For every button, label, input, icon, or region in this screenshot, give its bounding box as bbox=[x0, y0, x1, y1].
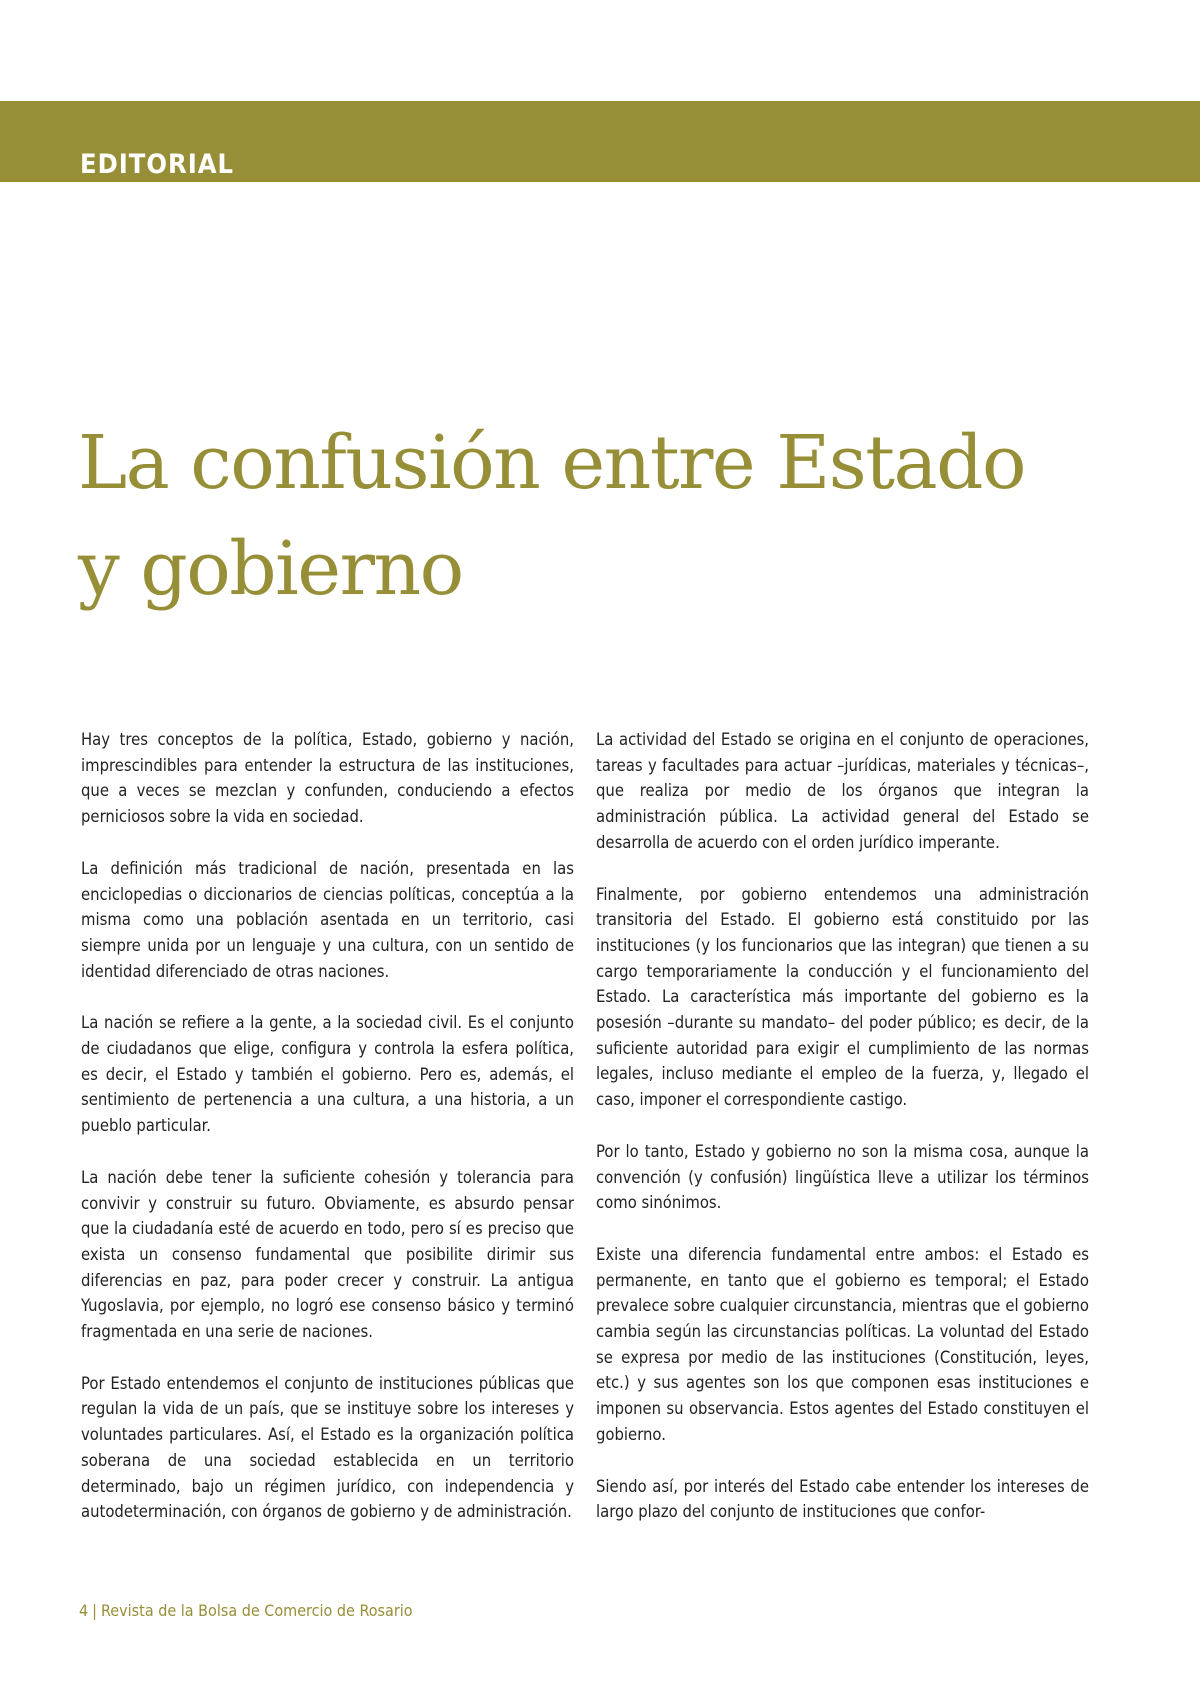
paragraph: Siendo así, por interés del Estado cabe entender los intereses de largo plazo del conjunto de instituciones que confor- bbox=[596, 1476, 1089, 1522]
publication-name: Revista de la Bolsa de Comercio de Rosario bbox=[101, 1601, 413, 1620]
paragraph: La definición más tradicional de nación, presentada en las enciclopedias o diccionarios de ciencias políticas, conceptúa a la misma como una población asentada en un territorio, casi siempre unida por un lenguaje y una cultura, con un sentido de identidad diferenciado de otras naciones. bbox=[81, 858, 574, 981]
footer-separator: | bbox=[92, 1601, 98, 1620]
title-line-2: y gobierno bbox=[78, 526, 463, 612]
paragraph: La nación se refiere a la gente, a la sociedad civil. Es el conjunto de ciudadanos que elige, configura y controla la esfera política, es decir, el Estado y también el gobierno. Pero es, además, el sentimiento de pertenencia a una cultura, a una historia, a un pueblo particular. bbox=[81, 1013, 574, 1136]
paragraph: La actividad del Estado se origina en el conjunto de operaciones, tareas y facultades para actuar –jurídicas, materiales y técnicas–, que realiza por medio de los órganos que integran la administración pública. La actividad general del Estado se desarrolla de acuerdo con el orden jurídico imperante. bbox=[596, 730, 1089, 852]
page-footer bbox=[79, 1601, 413, 1620]
right-column bbox=[596, 727, 1089, 1551]
paragraph: Finalmente, por gobierno entendemos una administración transitoria del Estado. El gobierno está constituido por las instituciones (y los funcionarios que las integran) que tienen a su cargo temporariamente la conducción y el funcionamiento del Estado. La característica más importante del gobierno es la posesión –durante su mandato– del poder público; es decir, de la suficiente autoridad para exigir el cumplimiento de las normas legales, incluso mediante el empleo de la fuerza, y, llegado el caso, imponer el correspondiente castigo. bbox=[596, 884, 1089, 1110]
left-column bbox=[81, 727, 574, 1551]
paragraph: Por Estado entendemos el conjunto de instituciones públicas que regulan la vida de un país, que se instituye sobre los intereses y voluntades particulares. Así, el Estado es la organización política soberana de una sociedad establecida en un territorio determinado, bajo un régimen jurídico, con independencia y autodeterminación, con órganos de gobierno y de administración. bbox=[81, 1373, 574, 1522]
page-number: 4 bbox=[79, 1601, 89, 1620]
paragraph: Existe una diferencia fundamental entre ambos: el Estado es permanente, en tanto que el gobierno es temporal; el Estado prevalece sobre cualquier circunstancia, mientras que el gobierno cambia según las circunstancias políticas. La voluntad del Estado se expresa por medio de las instituciones (Constitución, leyes, etc.) y sus agentes son los que componen esas instituciones e imponen su observancia. Estos agentes del Estado constituyen el gobierno. bbox=[596, 1244, 1089, 1444]
title-line-1: La confusión entre Estado bbox=[78, 420, 1026, 506]
paragraph: Por lo tanto, Estado y gobierno no son la misma cosa, aunque la convención (y confusión) lingüística lleve a utilizar los términos como sinónimos. bbox=[596, 1141, 1089, 1213]
article-title bbox=[78, 410, 1025, 622]
paragraph: Hay tres conceptos de la política, Estado, gobierno y nación, imprescindibles para entender la estructura de las instituciones, que a veces se mezclan y confunden, conduciendo a efectos perniciosos sobre la vida en sociedad. bbox=[81, 730, 574, 827]
section-label: EDITORIAL bbox=[80, 149, 235, 180]
paragraph: La nación debe tener la suficiente cohesión y tolerancia para convivir y construir su futuro. Obviamente, es absurdo pensar que la ciudadanía esté de acuerdo en todo, pero sí es preciso que exista un consenso fundamental que posibilite dirimir sus diferencias en paz, para poder crecer y construir. La antigua Yugoslavia, por ejemplo, no logró ese consenso básico y terminó fragmentada en una serie de naciones. bbox=[81, 1167, 574, 1342]
